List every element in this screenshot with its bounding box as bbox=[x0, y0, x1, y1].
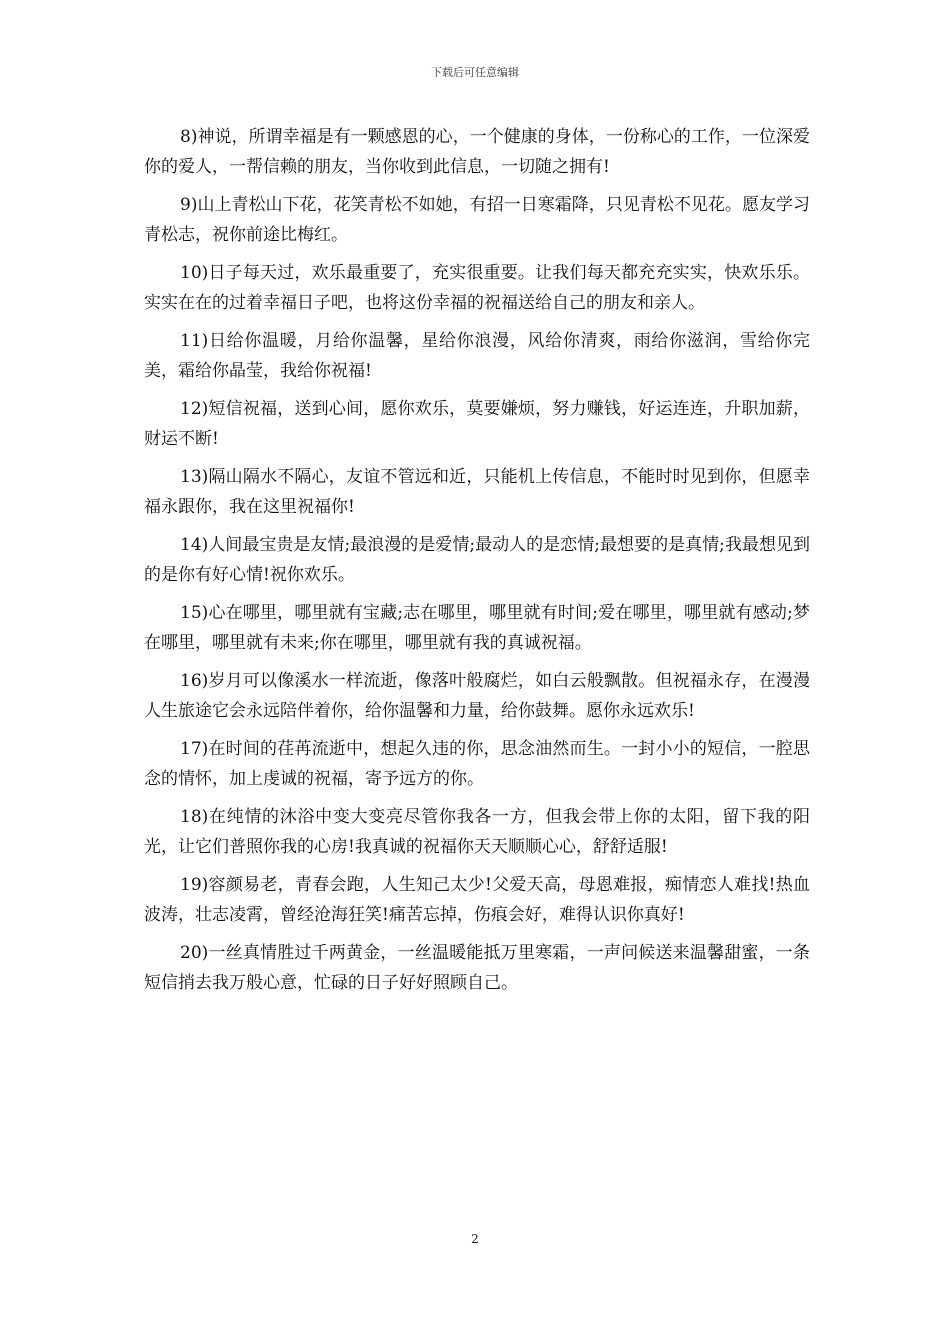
paragraph-9: 9)山上青松山下花，花笑青松不如她，有招一日寒霜降，只见青松不见花。愿友学习青松志，祝你前途比梅红。 bbox=[144, 195, 810, 245]
paragraph-14: 14)人间最宝贵是友情;最浪漫的是爱情;最动人的是恋情;最想要的是真情;我最想见到的是你有好心情!祝你欢乐。 bbox=[144, 535, 810, 585]
paragraph-17: 17)在时间的荏苒流逝中，想起久违的你，思念油然而生。一封小小的短信，一腔思念的情怀，加上虔诚的祝福，寄予远方的你。 bbox=[144, 739, 810, 789]
page-number: 2 bbox=[471, 1232, 479, 1246]
paragraph-13: 13)隔山隔水不隔心，友谊不管远和近，只能机上传信息，不能时时见到你，但愿幸福永跟你，我在这里祝福你! bbox=[144, 467, 810, 517]
paragraph-8: 8)神说，所谓幸福是有一颗感恩的心，一个健康的身体，一份称心的工作，一位深爱你的爱人，一帮信赖的朋友，当你收到此信息，一切随之拥有! bbox=[144, 127, 810, 177]
paragraph-18: 18)在纯情的沐浴中变大变亮尽管你我各一方，但我会带上你的太阳，留下我的阳光，让它们普照你我的心房!我真诚的祝福你天天顺顺心心，舒舒适服! bbox=[144, 807, 810, 857]
paragraph-20: 20)一丝真情胜过千两黄金，一丝温暖能抵万里寒霜，一声问候送来温馨甜蜜，一条短信捎去我万般心意，忙碌的日子好好照顾自己。 bbox=[144, 943, 810, 993]
document-body bbox=[144, 122, 810, 1006]
paragraph-19: 19)容颜易老，青春会跑，人生知己太少!父爱天高，母恩难报，痴情恋人难找!热血波涛，壮志凌霄，曾经沧海狂笑!痛苦忘掉，伤痕会好，难得认识你真好! bbox=[144, 875, 810, 925]
paragraph-11: 11)日给你温暖，月给你温馨，星给你浪漫，风给你清爽，雨给你滋润，雪给你完美，霜给你晶莹，我给你祝福! bbox=[144, 331, 810, 381]
paragraph-12: 12)短信祝福，送到心间，愿你欢乐，莫要嫌烦，努力赚钱，好运连连，升职加薪，财运不断! bbox=[144, 399, 810, 449]
paragraph-15: 15)心在哪里，哪里就有宝藏;志在哪里，哪里就有时间;爱在哪里，哪里就有感动;梦在哪里，哪里就有未来;你在哪里，哪里就有我的真诚祝福。 bbox=[144, 603, 810, 653]
paragraph-10: 10)日子每天过，欢乐最重要了，充实很重要。让我们每天都充充实实，快欢乐乐。实实在在的过着幸福日子吧，也将这份幸福的祝福送给自己的朋友和亲人。 bbox=[144, 263, 810, 313]
page-header: 下载后可任意编辑 bbox=[431, 66, 519, 79]
paragraph-16: 16)岁月可以像溪水一样流逝，像落叶般腐烂，如白云般飘散。但祝福永存，在漫漫人生旅途它会永远陪伴着你，给你温馨和力量，给你鼓舞。愿你永远欢乐! bbox=[144, 671, 810, 721]
